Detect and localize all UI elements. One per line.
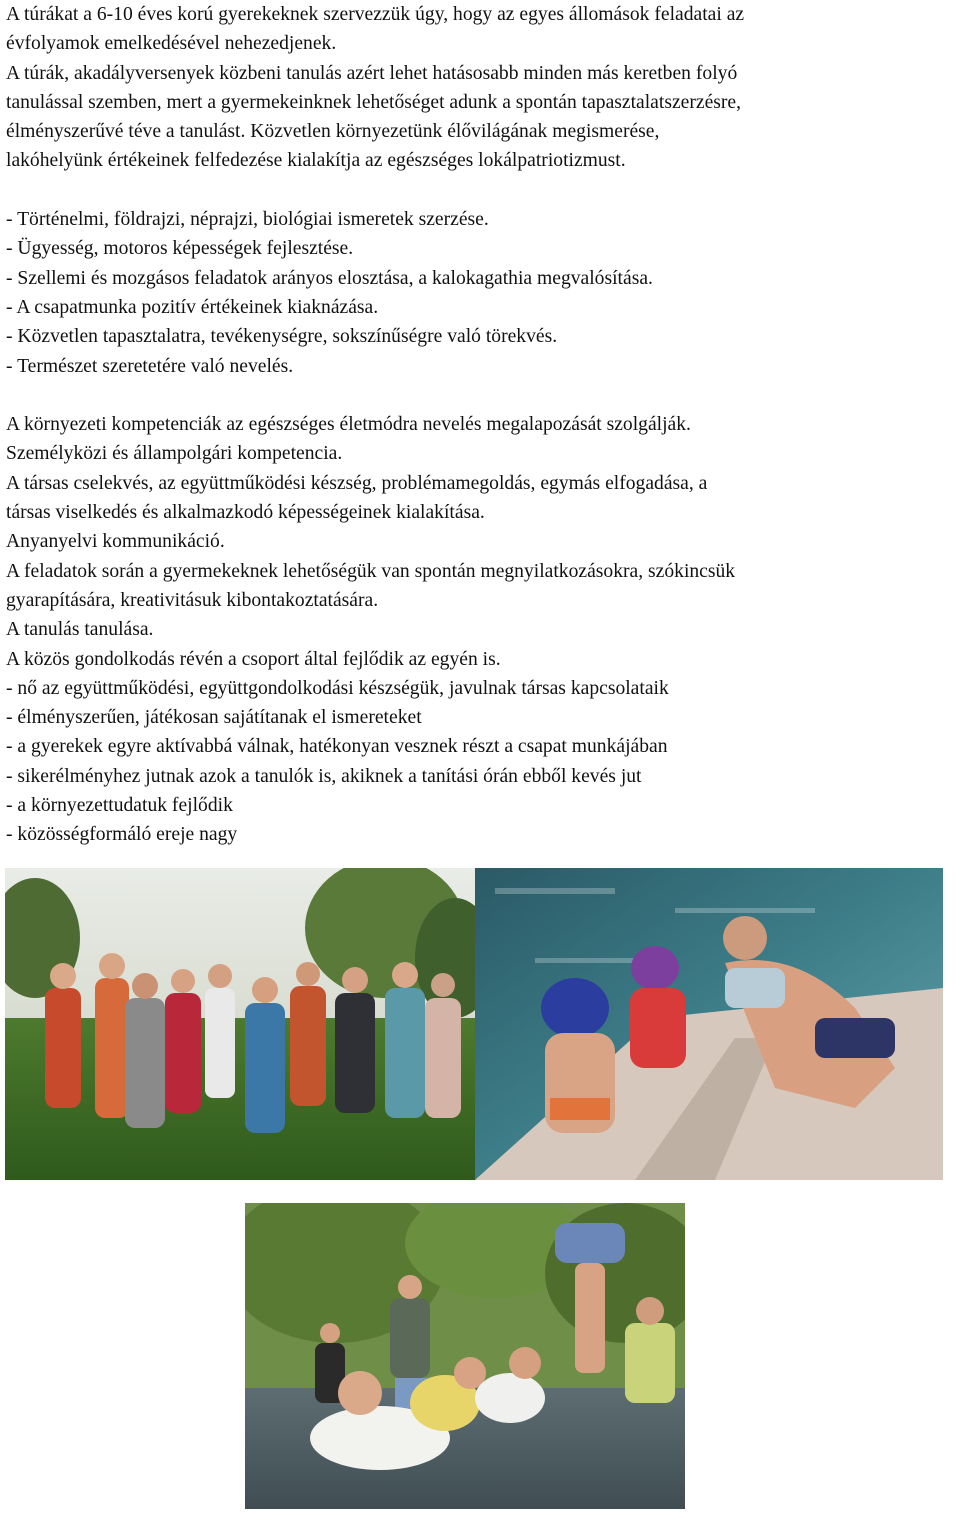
text-line: A feladatok során a gyermekeknek lehetőségük van spontán megnyilatkozásokra, szókincsük [6,560,736,582]
text-line: A túrák, akadályversenyek közbeni tanulás azért lehet hatásosabb minden más keretben folyó [6,62,738,84]
list-item: - Közvetlen tapasztalatra, tevékenységre, sokszínűségre való törekvés. [6,326,558,348]
list-item: - a gyerekek egyre aktívabbá válnak, hatékonyan vesznek részt a csapat munkájában [6,736,668,758]
text-line: évfolyamok emelkedésével nehezedjenek. [6,33,337,55]
text-line: A túrákat a 6-10 éves korú gyerekeknek szervezzük úgy, hogy az egyes állomások feladatai az [6,4,745,25]
list-item: - sikerélményhez jutnak azok a tanulók is, akiknek a tanítási órán ebből kevés jut [6,765,642,787]
list-item: - a környezettudatuk fejlődik [6,795,233,817]
competencies-section [6,410,956,849]
text-line: Személyközi és állampolgári kompetencia. [6,443,343,465]
text-line: A közös gondolkodás révén a csoport által fejlődik az egyén is. [6,648,501,670]
text-line: A társas cselekvés, az együttműködési készség, problémamegoldás, egymás elfogadása, a [6,472,708,494]
text-line: lakóhelyünk értékeinek felfedezése kialakítja az egészséges lokálpatriotizmust. [6,150,626,172]
text-line: élményszerűvé téve a tanulást. Közvetlen környezetünk élővilágának megismerése, [6,121,660,143]
paragraph-gap [6,381,956,410]
goals-list [6,205,956,381]
photo-swimming-pool [475,868,943,1180]
list-item: - közösségformáló ereje nagy [6,824,238,846]
document-text [6,0,956,850]
intro-paragraph [6,0,956,176]
text-line: A környezeti kompetenciák az egészséges életmódra nevelés megalapozását szolgálják. [6,414,691,436]
list-item: - Szellemi és mozgásos feladatok arányos elosztása, a kalokagathia megvalósítása. [6,267,653,289]
list-item: - Történelmi, földrajzi, néprajzi, biológiai ismeretek szerzése. [6,209,489,231]
list-item: - Természet szeretetére való nevelés. [6,355,294,377]
text-line: gyarapítására, kreativitásuk kibontakoztatására. [6,589,379,611]
list-item: - A csapatmunka pozitív értékeinek kiaknázása. [6,296,379,318]
photo-outdoor-group [5,868,475,1180]
list-item: - élményszerűen, játékosan sajátítanak el ismereteket [6,707,422,729]
text-line: társas viselkedés és alkalmazkodó képességeinek kialakítása. [6,502,485,524]
text-line: tanulással szemben, mert a gyermekeinknek lehetőséget adunk a spontán tapasztalatszerzésre, [6,91,742,113]
photo-children-drawing [245,1203,685,1509]
paragraph-gap [6,176,956,205]
text-line: A tanulás tanulása. [6,619,154,641]
text-line: Anyanyelvi kommunikáció. [6,531,225,553]
list-item: - Ügyesség, motoros képességek fejlesztése. [6,238,354,260]
list-item: - nő az együttműködési, együttgondolkodási készségük, javulnak társas kapcsolataik [6,677,669,699]
